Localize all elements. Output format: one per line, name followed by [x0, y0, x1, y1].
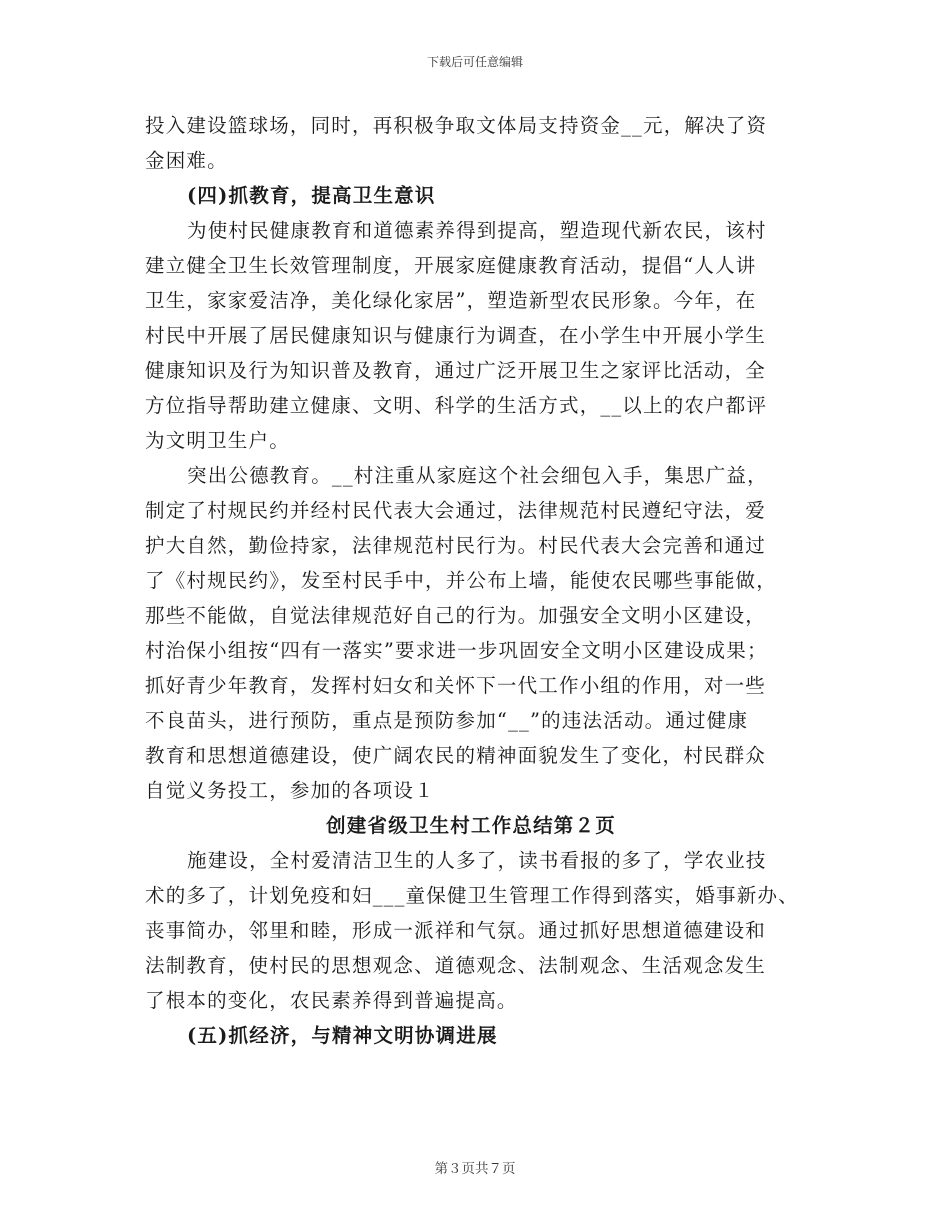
header-note: 下载后可任意编辑 — [426, 55, 523, 69]
body-line: 为文明卫生户。 — [145, 429, 290, 452]
page-indicator: 第３页共７页 — [434, 1161, 516, 1177]
document-body — [145, 108, 807, 1053]
body-line: 丧事简办，邻里和睦，形成一派祥和气氛。通过抓好思想道德建设和 — [145, 919, 767, 942]
paragraph-first-line: 为使村民健康教育和道德素养得到提高，塑造现代新农民，该村 — [187, 219, 767, 242]
body-line: 自觉义务投工，参加的各项设１ — [145, 779, 435, 802]
body-line: 教育和思想道德建设，使广阔农民的精神面貌发生了变化，村民群众 — [145, 744, 767, 767]
paragraph-first-line: 施建设，全村爱清洁卫生的人多了，读书看报的多了，学农业技 — [187, 849, 767, 872]
body-line: 抓好青少年教育，发挥村妇女和关怀下一代工作小组的作用，对一些 — [145, 674, 767, 697]
body-line: 了根本的变化，农民素养得到普遍提高。 — [145, 989, 518, 1012]
body-line: 建立健全卫生长效管理制度，开展家庭健康教育活动，提倡“人人讲 — [145, 254, 757, 277]
body-line: 健康知识及行为知识普及教育，通过广泛开展卫生之家评比活动，全 — [145, 359, 767, 382]
body-line: 卫生，家家爱洁净，美化绿化家居”，塑造新型农民形象。今年，在 — [145, 289, 757, 312]
body-line: 投入建设篮球场，同时，再积极争取文体局支持资金__元，解决了资 — [145, 114, 768, 137]
body-line: 术的多了，计划免疫和妇___童保健卫生管理工作得到落实，婚事新办、 — [145, 884, 799, 907]
page-title: 创建省级卫生村工作总结第２页 — [326, 814, 616, 837]
body-line: 方位指导帮助建立健康、文明、科学的生活方式，__以上的农户都评 — [145, 394, 768, 417]
body-line: 那些不能做，自觉法律规范好自己的行为。加强安全文明小区建设， — [145, 604, 767, 627]
body-line: 村民中开展了居民健康知识与健康行为调查，在小学生中开展小学生 — [145, 324, 767, 347]
body-line: 村治保小组按“四有一落实”要求进一步巩固安全文明小区建设成果； — [145, 639, 768, 662]
body-line: 护大自然，勤俭持家，法律规范村民行为。村民代表大会完善和通过 — [145, 534, 767, 557]
section-heading: (四)抓教育，提高卫生意识 — [187, 184, 436, 207]
body-line: 制定了村规民约并经村民代表大会通过，法律规范村民遵纪守法，爱 — [145, 499, 767, 522]
body-line: 了《村规民约》，发至村民手中，并公布上墙，能使农民哪些事能做， — [145, 569, 777, 592]
body-line: 不良苗头，进行预防，重点是预防参加“__”的违法活动。通过健康 — [145, 709, 749, 732]
paragraph-first-line: 突出公德教育。__村注重从家庭这个社会细包入手，集思广益， — [187, 464, 768, 487]
body-line: 法制教育，使村民的思想观念、道德观念、法制观念、生活观念发生 — [145, 954, 767, 977]
body-line: 金困难。 — [145, 149, 228, 172]
section-heading: (五)抓经济，与精神文明协调进展 — [187, 1024, 498, 1047]
